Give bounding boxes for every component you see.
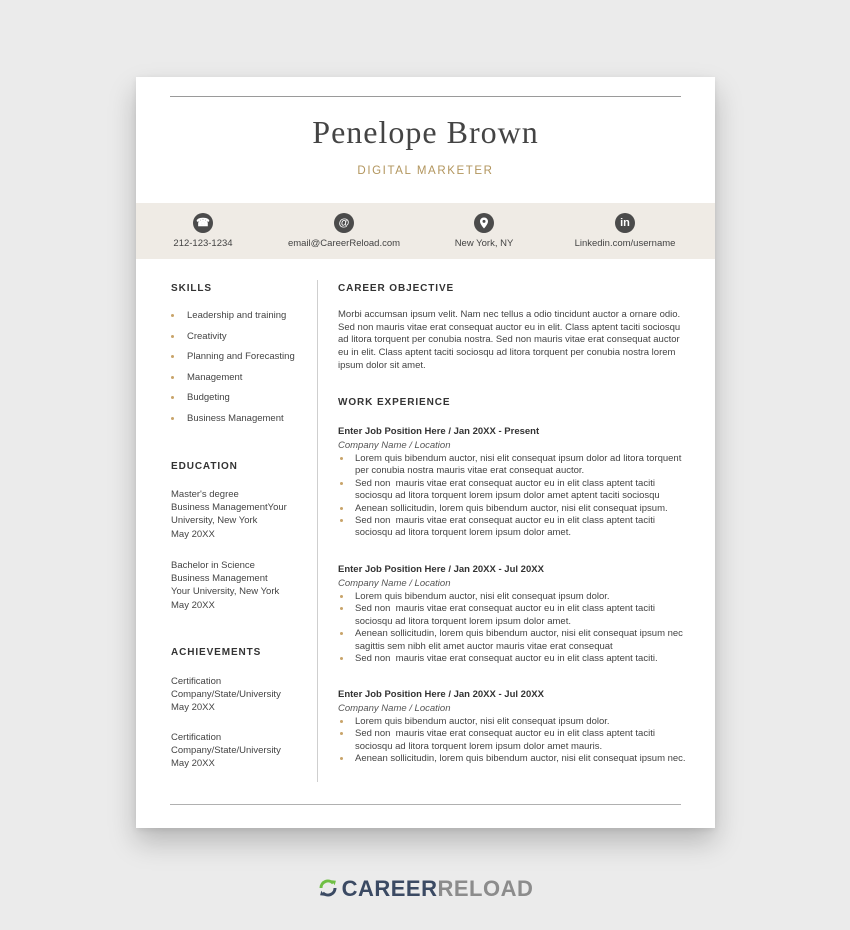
resume-page xyxy=(136,77,715,828)
list-item: Sed non mauris vitae erat consequat auctor eu in elit class aptent taciti sociosqu ad litora torquent lorem ipsum dolor amet. xyxy=(338,515,698,540)
list-item: Lorem quis bibendum auctor, nisi elit consequat ipsum dolor ad litora torquent per conubia nostra mauris vitae erat consequat auctor. xyxy=(338,453,698,478)
degree: Bachelor in Science xyxy=(171,560,255,571)
contact-linkedin xyxy=(545,213,705,249)
date: May 20XX xyxy=(171,599,215,611)
degree: Master's degree xyxy=(171,489,239,500)
achievement-org: Company/State/University xyxy=(171,689,281,701)
email-text: email@CareerReload.com xyxy=(287,238,401,249)
list-item: Planning and Forecasting xyxy=(170,351,295,372)
achievement-entry xyxy=(171,675,281,715)
education-heading: EDUCATION xyxy=(171,461,238,472)
list-item: Creativity xyxy=(170,331,295,352)
list-item: Sed non mauris vitae erat consequat auctor eu in elit class aptent taciti sociosqu ad litora torquent lorem ipsum dolor amet. xyxy=(338,603,698,628)
phone-icon: ☎ xyxy=(193,213,213,233)
skills-heading: SKILLS xyxy=(171,283,212,294)
brand-name-part2: RELOAD xyxy=(437,876,534,901)
list-item: Aenean sollicitudin, lorem quis bibendum auctor, nisi elit consequat ipsum nec sagittis sem nibh elit amet auctor mauris vitae erat consequat xyxy=(338,628,698,653)
location-pin-icon xyxy=(474,213,494,233)
brand-logo xyxy=(0,876,850,905)
job-bullets xyxy=(338,453,698,540)
education-entry xyxy=(171,488,287,541)
job-entry xyxy=(338,689,698,766)
achievement-title: Certification xyxy=(171,732,222,743)
job-company: Company Name / Location xyxy=(338,703,451,714)
date: May 20XX xyxy=(171,528,215,540)
achievement-entry xyxy=(171,731,281,771)
contact-location xyxy=(404,213,564,249)
job-bullets xyxy=(338,716,698,766)
list-item: Sed non mauris vitae erat consequat auctor eu in elit class aptent taciti sociosqu ad litora torquent lorem ipsum dolor amet aptent taciti sociosqu xyxy=(338,478,698,503)
contact-phone xyxy=(123,213,283,249)
job-bullets xyxy=(338,591,698,665)
objective-heading: CAREER OBJECTIVE xyxy=(338,283,455,294)
contact-email xyxy=(264,213,424,249)
location-text: New York, NY xyxy=(454,238,514,249)
job-entry xyxy=(338,426,698,540)
field: Business ManagementYour xyxy=(171,502,287,514)
job-position: Enter Job Position Here / Jan 20XX - Jul 20XX xyxy=(338,689,544,700)
achievements-heading: ACHIEVEMENTS xyxy=(171,647,262,658)
phone-text: 212-123-1234 xyxy=(173,238,233,249)
candidate-name: Penelope Brown xyxy=(312,114,539,150)
list-item: Leadership and training xyxy=(170,310,295,331)
list-item: Lorem quis bibendum auctor, nisi elit consequat ipsum dolor. xyxy=(338,716,698,728)
list-item: Lorem quis bibendum auctor, nisi elit consequat ipsum dolor. xyxy=(338,591,698,603)
date: May 20XX xyxy=(171,758,215,770)
linkedin-text: Linkedin.com/username xyxy=(574,238,676,249)
school: Your University, New York xyxy=(171,586,280,598)
list-item: Sed non mauris vitae erat consequat auctor eu in elit class aptent taciti. xyxy=(338,653,698,665)
job-title: DIGITAL MARKETER xyxy=(357,165,494,177)
reload-arrows-icon xyxy=(317,877,339,905)
email-icon: @ xyxy=(334,213,354,233)
list-item: Sed non mauris vitae erat consequat auctor eu in elit class aptent taciti sociosqu ad litora torquent lorem ipsum dolor amet mauris. xyxy=(338,728,698,753)
list-item: Aenean sollicitudin, lorem quis bibendum auctor, nisi elit consequat ipsum. xyxy=(338,503,698,515)
job-company: Company Name / Location xyxy=(338,440,451,451)
list-item: Management xyxy=(170,372,295,393)
field: Business Management xyxy=(171,573,268,585)
list-item: Budgeting xyxy=(170,392,295,413)
top-divider xyxy=(170,96,681,97)
list-item: Aenean sollicitudin, lorem quis bibendum auctor, nisi elit consequat ipsum nec. xyxy=(338,753,698,765)
job-position: Enter Job Position Here / Jan 20XX - Present xyxy=(338,426,540,437)
linkedin-icon: in xyxy=(615,213,635,233)
job-position: Enter Job Position Here / Jan 20XX - Jul 20XX xyxy=(338,564,544,575)
education-entry xyxy=(171,559,279,612)
skills-list xyxy=(170,310,295,433)
date: May 20XX xyxy=(171,702,215,714)
achievement-org: Company/State/University xyxy=(171,745,281,757)
school: University, New York xyxy=(171,515,258,527)
list-item: Business Management xyxy=(170,413,295,434)
experience-heading: WORK EXPERIENCE xyxy=(338,397,451,408)
job-entry xyxy=(338,564,698,665)
job-company: Company Name / Location xyxy=(338,578,451,589)
contact-band xyxy=(136,203,715,259)
column-divider xyxy=(317,280,318,782)
bottom-divider xyxy=(170,804,681,805)
achievement-title: Certification xyxy=(171,676,222,687)
brand-name-part1: CAREER xyxy=(341,876,438,901)
objective-text: Morbi accumsan ipsum velit. Nam nec tellus a odio tincidunt auctor a ornare odio. Sed non mauris vitae erat consequat auctor eu in elit. Class aptent taciti sociosqu ad litora torquent per conubia nostra. Sed non mauris vitae erat consequat auctor eu in elit. Class aptent taciti sociosqu ad litora torquent per conubia nostra lorem ipsum dolor sit amet. xyxy=(338,309,681,371)
